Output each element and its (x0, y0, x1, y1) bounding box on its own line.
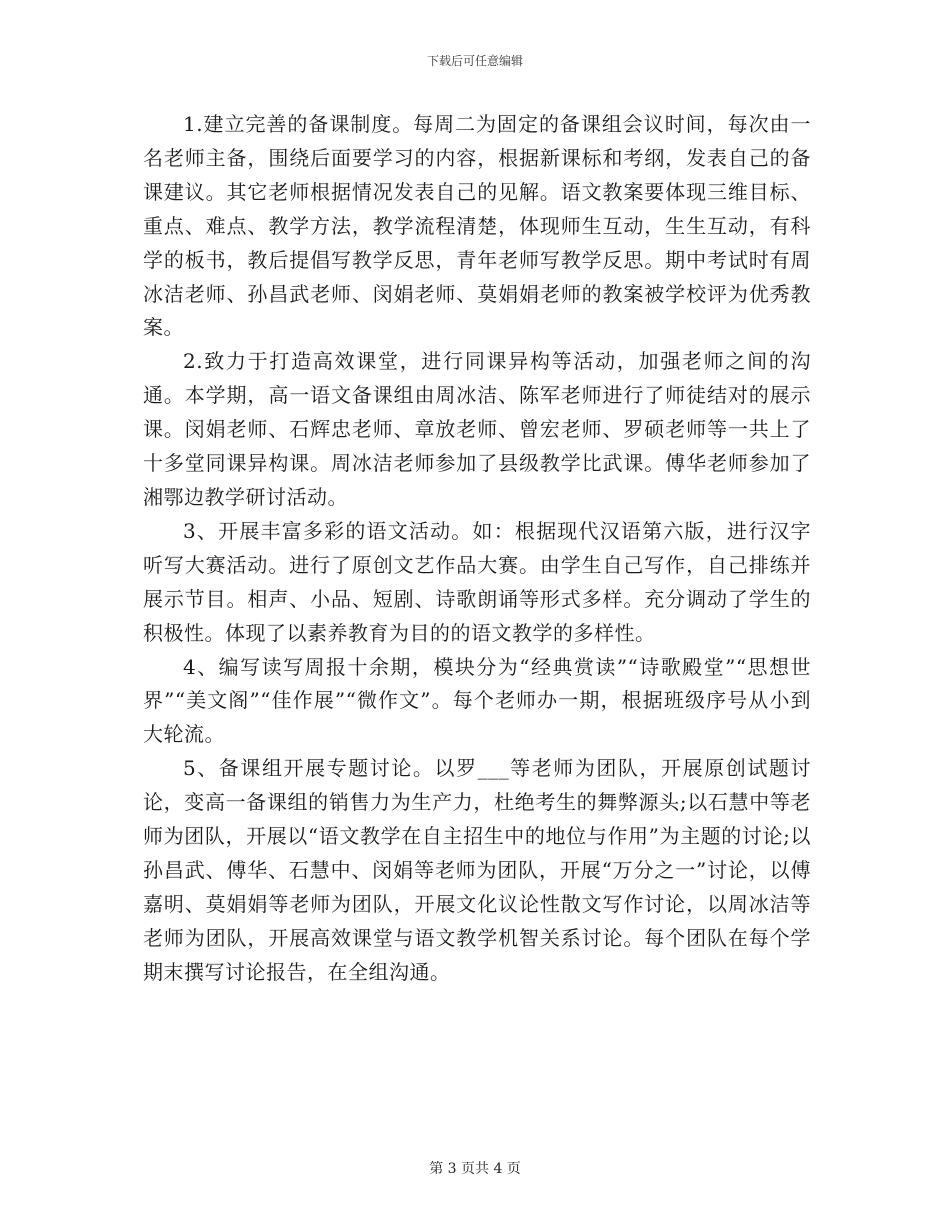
paragraph-2: 2.致力于打造高效课堂，进行同课异构等活动，加强老师之间的沟通。本学期，高一语文备课组由周冰洁、陈军老师进行了师徒结对的展示课。闵娟老师、石辉忠老师、章放老师、曾宏老师、罗硕老师等一共上了十多堂同课异构课。周冰洁老师参加了县级教学比武课。傅华老师参加了湘鄂边教学研讨活动。 (143, 349, 811, 509)
document-body (143, 108, 811, 990)
paragraph-3: 3、开展丰富多彩的语文活动。如：根据现代汉语第六版，进行汉字听写大赛活动。进行了原创文艺作品大赛。由学生自己写作，自己排练并展示节目。相声、小品、短剧、诗歌朗诵等形式多样。充分调动了学生的积极性。体现了以素养教育为目的的语文教学的多样性。 (143, 518, 811, 645)
page-header: 下载后可任意编辑 (426, 54, 523, 68)
paragraph-5: 5、备课组开展专题讨论。以罗___等老师为团队，开展原创试题讨论，变高一备课组的销售力为生产力，杜绝考生的舞弊源头;以石慧中等老师为团队，开展以“语文教学在自主招生中的地位与作用”为主题的讨论;以孙昌武、傅华、石慧中、闵娟等老师为团队，开展“万分之一”讨论，以傅嘉明、莫娟娟等老师为团队，开展文化议论性散文写作讨论，以周冰洁等老师为团队，开展高效课堂与语文教学机智关系讨论。每个团队在每个学期末撰写讨论报告，在全组沟通。 (143, 756, 811, 984)
paragraph-4: 4、编写读写周报十余期，模块分为“经典赏读”“诗歌殿堂”“思想世界”“美文阁”“佳作展”“微作文”。每个老师办一期，根据班级序号从小到大轮流。 (143, 654, 811, 747)
page-number: 第 3 页共 4 页 (429, 1161, 521, 1177)
paragraph-1: 1.建立完善的备课制度。每周二为固定的备课组会议时间，每次由一名老师主备，围绕后面要学习的内容，根据新课标和考纲，发表自己的备课建议。其它老师根据情况发表自己的见解。语文教案要体现三维目标、重点、难点、教学方法，教学流程清楚，体现师生互动，生生互动，有科学的板书，教后提倡写教学反思，青年老师写教学反思。期中考试时有周冰洁老师、孙昌武老师、闵娟老师、莫娟娟老师的教案被学校评为优秀教案。 (143, 112, 811, 340)
